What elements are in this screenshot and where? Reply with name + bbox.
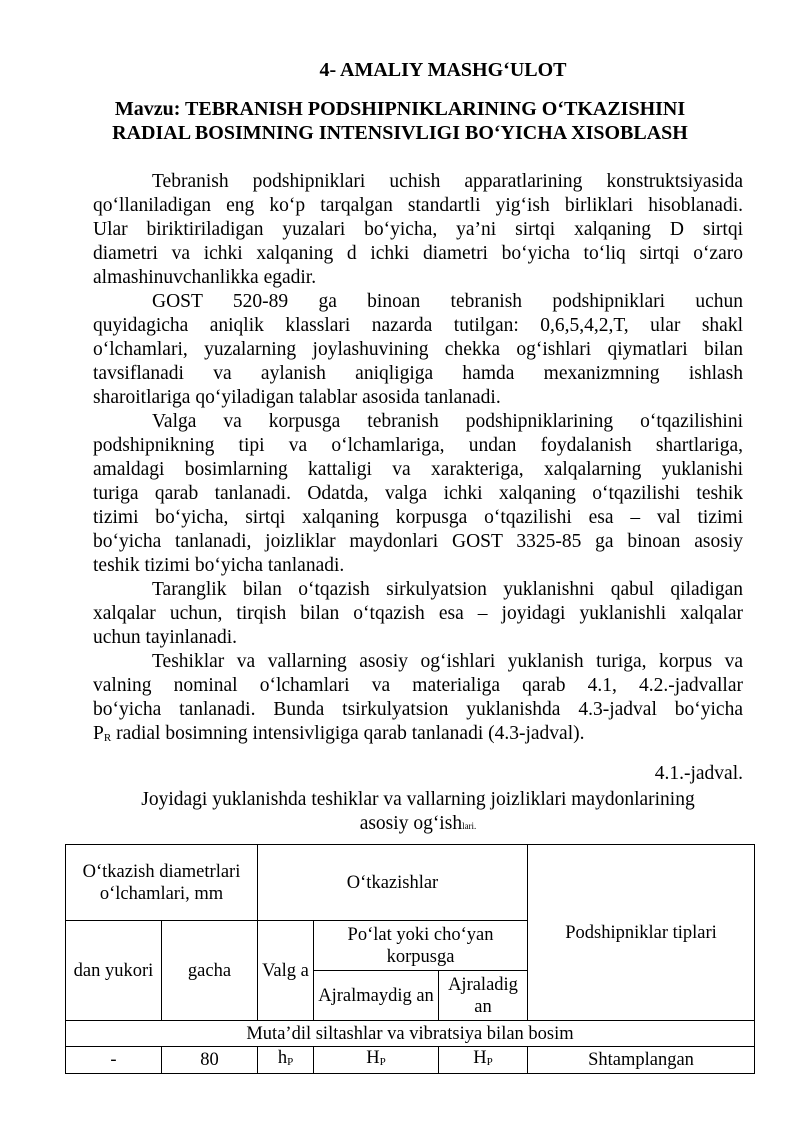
body-line: almashinuvchanlikka egadir. (93, 267, 317, 288)
body-line: teshik tizimi bo‘yicha tanlanadi. (93, 555, 345, 576)
table-title-suffix: lari. (462, 821, 477, 831)
header-fits: O‘tkazishlar (258, 845, 528, 921)
body-line: quyidagicha aniqlik klasslari nazarda tutilgan: 0,6,5,4,2,T, ular shakl (93, 315, 743, 336)
cell-text: H (473, 1048, 487, 1068)
body-line: Valga va korpusga tebranish podshipniklarining o‘tqazilishini (152, 411, 743, 432)
body-line: xalqalar uchun, tirqish bilan o‘tqazish esa – joyidagi yuklanishli xalqalar (93, 603, 743, 624)
header-diameters: O‘tkazish diametrlari o‘lchamlari, mm (66, 845, 258, 921)
body-text: radial bosimning intensivligiga qarab tanlanadi (4.3-jadval). (111, 723, 585, 744)
header-from: dan yukori (66, 921, 162, 1021)
body-line: diametri va ichki xalqaning d ichki diametri bo‘yicha to‘liq sirtqi o‘zaro (93, 243, 743, 264)
body-line: Teshiklar va vallarning asosiy og‘ishlari yuklanish turiga, korpus va (152, 651, 743, 672)
header-housing: Po‘lat yoki cho‘yan korpusga (314, 921, 528, 971)
cell-text: H (366, 1048, 380, 1068)
cell-type: Shtamplangan (528, 1047, 755, 1074)
body-line: Ular biriktiriladigan yuzalari bo‘yicha, ya’ni sirtqi xalqaning D sirtqi (93, 219, 743, 240)
table-section-row (66, 1021, 755, 1047)
cell-subscript: P (486, 1056, 493, 1068)
cell-non-split (314, 1047, 439, 1074)
body-line: tavsiflanadi va aylanish aniqligiga hamda mexanizmning ishlash (93, 363, 743, 384)
cell-split (439, 1047, 528, 1074)
body-line: amaldagi bosimlarning kattaligi va xarakteriga, xalqalarning yuklanishi (93, 459, 743, 480)
body-line: sharoitlariga qo‘yiladigan talablar asosida tanlanadi. (93, 387, 501, 408)
body-line: uchun tayinlanadi. (93, 627, 238, 648)
header-shaft: Valg a (258, 921, 314, 1021)
body-line: valning nominal o‘lchamlari va materialiga qarab 4.1, 4.2.-jadvallar (93, 675, 743, 696)
body-line: Tebranish podshipniklari uchish apparatlarining konstruktsiyasida (152, 171, 743, 192)
table-header-row (66, 845, 755, 921)
header-to: gacha (162, 921, 258, 1021)
table-title-line-1: Joyidagi yuklanishda teshiklar va vallarning joizliklari maydonlarining (141, 789, 695, 810)
page-title: 4- AMALIY MASHG‘ULOT (319, 59, 567, 81)
header-non-split: Ajralmaydig an (314, 971, 439, 1021)
cell-from: - (66, 1047, 162, 1074)
table-row (66, 1047, 755, 1074)
cell-subscript: P (287, 1056, 294, 1068)
fits-table (65, 844, 755, 1074)
body-line: bo‘yicha tanlanadi. Bunda tsirkulyatsion yuklanishda 4.3-jadval bo‘yicha (93, 699, 743, 720)
body-line: tizimi bo‘yicha, sirtqi xalqaning korpusga o‘tqazilishi esa – val tizimi (93, 507, 743, 528)
body-line: turiga qarab tanlanadi. Odatda, valga ichki xalqaning o‘tqazilishi teshik (93, 483, 743, 504)
topic-line-2: RADIAL BOSIMNING INTENSIVLIGI BO‘YICHA XISOBLASH (112, 122, 688, 144)
cell-subscript: P (379, 1056, 386, 1068)
pressure-symbol: P (93, 723, 104, 744)
body-line: bo‘yicha tanlanadi, joizliklar maydonlari GOST 3325-85 ga binoan asosiy (93, 531, 743, 552)
header-bearing-types: Podshipniklar tiplari (528, 845, 755, 1021)
table-number: 4.1.-jadval. (654, 763, 743, 784)
table-title-text: asosiy og‘ish (359, 813, 463, 834)
body-line: qo‘llaniladigan eng ko‘p tarqalgan standartli yig‘ish birliklari hisoblanadi. (93, 195, 743, 216)
header-split: Ajraladig an (439, 971, 528, 1021)
body-line: podshipnikning tipi va o‘lchamlariga, undan foydalanish shartlariga, (93, 435, 743, 456)
topic-line-1: Mavzu: TEBRANISH PODSHIPNIKLARINING O‘TKAZISHINI (114, 98, 686, 120)
cell-shaft (258, 1047, 314, 1074)
pressure-subscript: R (103, 732, 112, 744)
body-line: GOST 520-89 ga binoan tebranish podshipniklari uchun (152, 291, 743, 312)
body-line-radial-pressure (93, 722, 743, 750)
section-label: Muta’dil siltashlar va vibratsiya bilan bosim (66, 1021, 755, 1047)
body-line: o‘lchamlari, yuzalarning joylashuvining chekka og‘ishlari qiymatlari bilan (93, 339, 743, 360)
body-line: Taranglik bilan o‘tqazish sirkulyatsion yuklanishni qabul qiladigan (152, 579, 743, 600)
table-title-line-2 (93, 812, 743, 838)
cell-to: 80 (162, 1047, 258, 1074)
cell-text: h (277, 1048, 288, 1068)
